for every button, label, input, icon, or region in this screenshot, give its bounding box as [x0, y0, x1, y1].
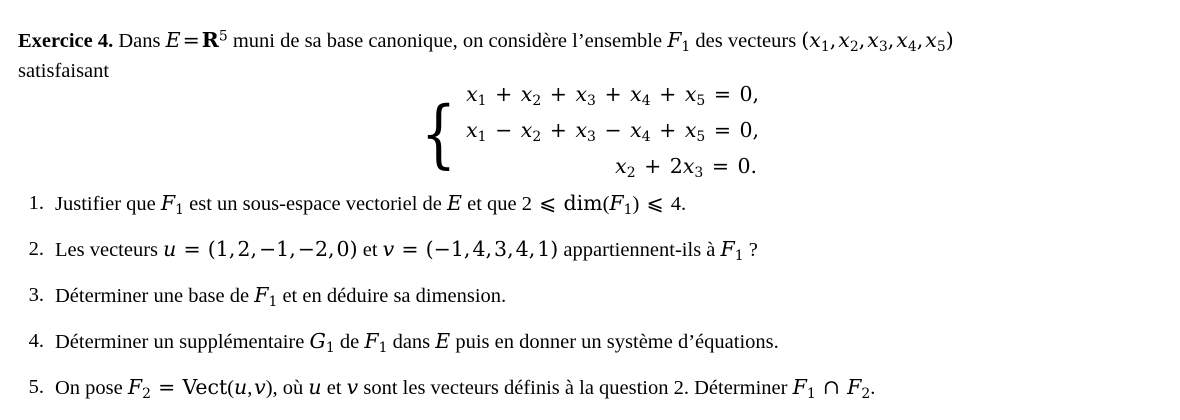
- symbol-F1: $F_1$: [667, 28, 691, 55]
- list-item: [18, 374, 1168, 403]
- left-brace: {: [420, 90, 457, 177]
- equals-sign: =: [182, 28, 200, 52]
- reals-exponent: 5: [218, 28, 228, 45]
- vector-tuple: ($x_1$, $x_2$, $x_3$, $x_4$, $x_5$): [801, 28, 954, 55]
- list-item: [18, 282, 1168, 311]
- question-list: [18, 190, 1168, 420]
- item-number: 4.: [28, 330, 44, 352]
- symbol-E: E: [165, 28, 181, 52]
- symbol-reals: R: [201, 28, 219, 52]
- list-item: [18, 328, 1168, 357]
- intro-text-3: des vecteurs: [690, 30, 802, 52]
- item-text: On pose $F_2$ = Vect(u, v), où u et v sont les vecteurs définis à la question 2. Déterminer $F_1$ ∩ $F_2$.: [55, 375, 876, 402]
- list-item: [18, 190, 1168, 219]
- item-text: Les vecteurs u = (1, 2, −1, −2, 0) et v = (−1, 4, 3, 4, 1) appartiennent-ils à $F_1$ ?: [55, 237, 758, 264]
- equation-system: [415, 80, 759, 188]
- item-text: Justifier que $F_1$ est un sous-espace vectoriel de E et que 2 ⩽ $dim(F_1)$ ⩽ 4.: [55, 191, 687, 218]
- item-number: 5.: [28, 376, 44, 398]
- exercise-label: Exercice 4.: [18, 30, 114, 52]
- intro-text-4: satisfaisant: [18, 60, 110, 83]
- item-number: 3.: [28, 284, 44, 306]
- intro-text-1: Dans: [118, 30, 166, 52]
- item-number: 1.: [28, 192, 44, 214]
- list-item: [18, 236, 1168, 265]
- intro-text-2: muni de sa base canonique, on considère l’ensemble: [227, 30, 668, 52]
- item-text: Déterminer un supplémentaire $G_1$ de $F_1$ dans E puis en donner un système d’équations.: [55, 329, 779, 356]
- equation-2: $x_1 - x_2 + x_3 - x_4 + x_5 = 0$,: [466, 117, 760, 145]
- equation-1: $x_1 + x_2 + x_3 + x_4 + x_5 = 0$,: [466, 82, 760, 109]
- equation-3: $x_2 + 2x_3 = 0$.: [615, 153, 758, 181]
- exercise-intro: [18, 26, 1166, 87]
- equation-list: [466, 80, 759, 188]
- item-text: Déterminer une base de $F_1$ et en déduire sa dimension.: [55, 283, 507, 310]
- item-number: 2.: [28, 238, 44, 260]
